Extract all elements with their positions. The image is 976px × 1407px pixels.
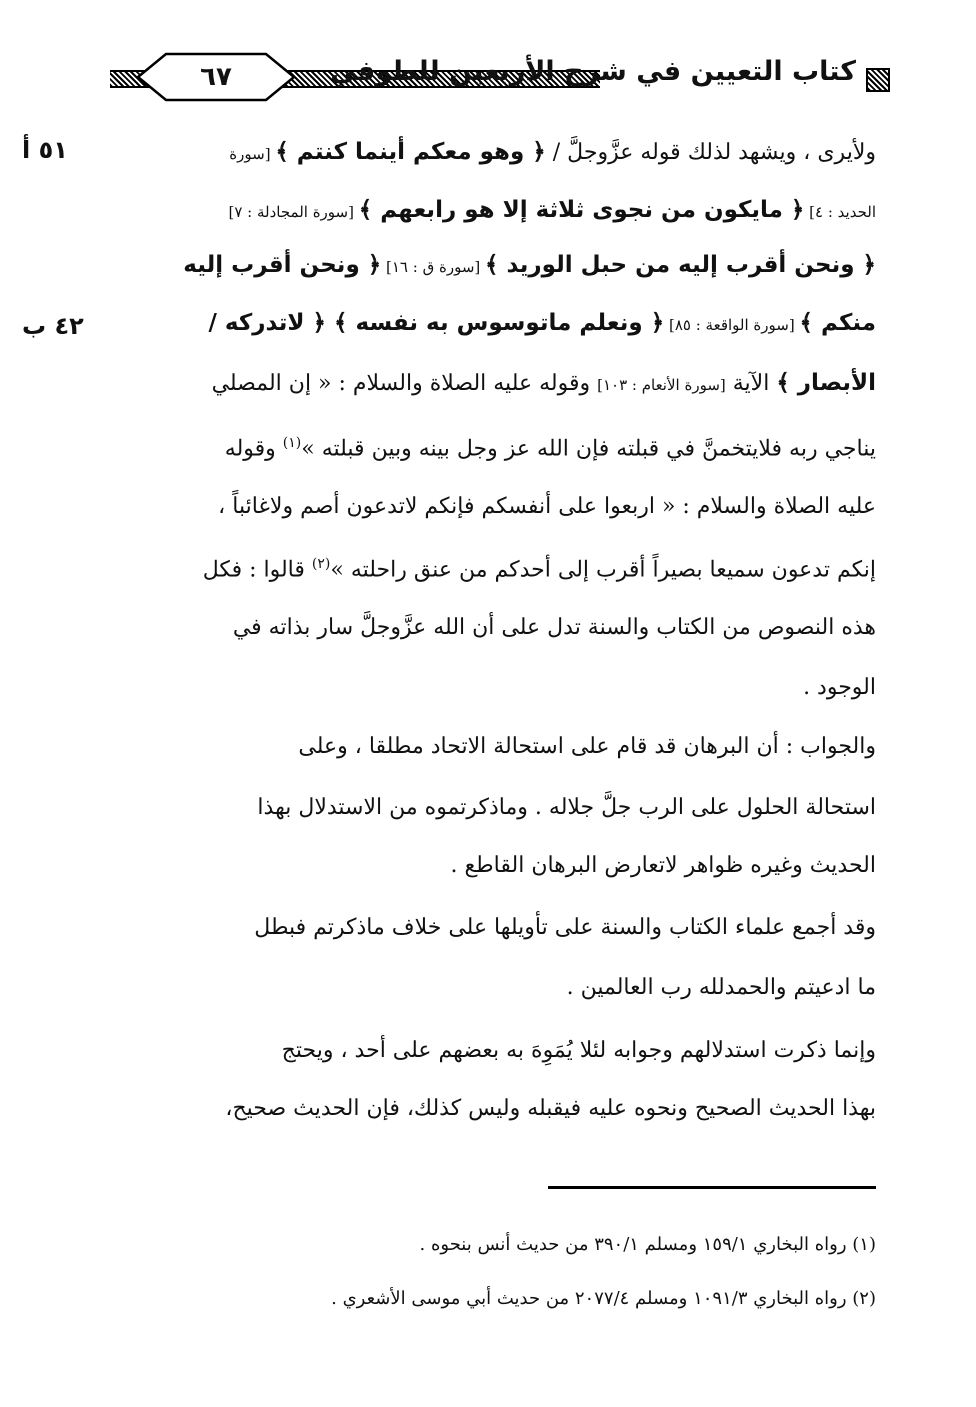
quran-verse: ﴿ مايكون من نجوى ثلاثة إلا هو رابعهم ﴾: [358, 197, 805, 223]
text-segment: ما ادعيتم والحمدلله رب العالمين .: [566, 975, 876, 1000]
book-title: كتاب التعيين في شرح الأربعين للطوفي: [330, 56, 856, 87]
text-line: [112, 435, 876, 463]
quran-verse: الأبصار ﴾: [776, 370, 876, 396]
text-line: [112, 733, 876, 761]
header-ornament-mark: [866, 68, 890, 92]
text-segment: الآية: [725, 371, 777, 396]
text-segment: وقد أجمع علماء الكتاب والسنة على تأويلها على خلاف ماذكرتم فبطل: [254, 915, 876, 940]
verse-reference: [سورة: [229, 145, 276, 163]
text-segment: هذه النصوص من الكتاب والسنة تدل على أن الله عزَّوجلَّ سار بذاته في: [232, 615, 876, 640]
text-segment: وإنما ذكرت استدلالهم وجوابه لئلا يُمَوِهَ به بعضهم على أحد ، ويحتج: [281, 1038, 876, 1063]
footnote-marker: (٢): [311, 556, 331, 572]
margin-ref: ٥١ أ: [22, 136, 68, 164]
text-line: [112, 974, 876, 1002]
quran-verse: ﴿ وهو معكم أينما كنتم ﴾: [275, 139, 546, 165]
text-segment: والجواب : أن البرهان قد قام على استحالة الاتحاد مطلقا ، وعلى: [298, 734, 876, 759]
verse-reference: [سورة المجادلة : ٧]: [228, 203, 359, 221]
text-line: [112, 196, 876, 225]
text-segment: يناجي ربه فلايتخمنَّ في قبلته فإن الله عز وجل بينه وبين قبلته »: [301, 436, 876, 462]
text-line: [112, 794, 876, 822]
verse-reference: [سورة ق : ١٦]: [381, 258, 486, 276]
text-line: [112, 1095, 876, 1123]
text-line: [112, 309, 876, 338]
text-segment: وقوله عليه الصلاة والسلام : « إن المصلي: [211, 371, 598, 396]
footnote: (١) رواه البخاري ١٥٩/١ ومسلم ٣٩٠/١ من حديث أنس بنحوه .: [419, 1234, 876, 1255]
text-segment: وقوله: [224, 436, 283, 462]
verse-reference: [سورة الواقعة : ٨٥]: [664, 316, 800, 334]
text-segment: بهذا الحديث الصحيح ونحوه عليه فيقبله وليس كذلك، فإن الحديث صحيح،: [225, 1096, 876, 1121]
text-line: [112, 852, 876, 880]
text-segment: الحديث وغيره ظواهر لاتعارض البرهان القاطع .: [450, 853, 876, 878]
quran-verse: ﴿ ونعلم ماتوسوس به نفسه ﴾ ﴿ لاتدركه /: [208, 310, 665, 336]
text-segment: استحالة الحلول على الرب جلَّ جلاله . وماذكرتموه من الاستدلال بهذا: [257, 795, 876, 820]
verse-reference: [سورة الأنعام : ١٠٣]: [597, 376, 726, 394]
text-line: [112, 556, 876, 584]
footnote-marker: (١): [282, 435, 302, 451]
text-line: [112, 493, 876, 521]
text-line: [112, 914, 876, 942]
quran-verse: ﴿ ونحن أقرب إليه: [183, 252, 382, 278]
text-line: [112, 674, 876, 702]
text-line: [112, 614, 876, 642]
text-segment: قالوا : فكل: [202, 557, 312, 583]
text-line: [112, 369, 876, 398]
text-segment: عليه الصلاة والسلام : « اربعوا على أنفسكم فإنكم لاتدعون أصم ولاغائباً ،: [218, 494, 876, 519]
text-segment: إنكم تدعون سميعا بصيراً أقرب إلى أحدكم من عنق راحلته »: [330, 557, 876, 583]
text-segment: ولأيرى ، ويشهد لذلك قوله عزَّوجلَّ /: [545, 140, 876, 165]
text-line: [112, 138, 876, 167]
footnote: (٢) رواه البخاري ١٠٩١/٣ ومسلم ٢٠٧٧/٤ من حديث أبي موسى الأشعري .: [331, 1288, 876, 1309]
footnote-divider: [548, 1186, 876, 1189]
text-line: [112, 1037, 876, 1065]
page-header: [110, 48, 890, 106]
text-segment: الوجود .: [803, 675, 876, 700]
quran-verse: منكم ﴾: [799, 310, 876, 336]
text-line: [112, 251, 876, 280]
verse-reference: الحديد : ٤]: [804, 203, 876, 221]
quran-verse: ﴿ ونحن أقرب إليه من حبل الوريد ﴾: [485, 252, 876, 278]
margin-ref: ٤٢ ب: [22, 312, 84, 340]
page-number: ٦٧: [200, 62, 232, 92]
